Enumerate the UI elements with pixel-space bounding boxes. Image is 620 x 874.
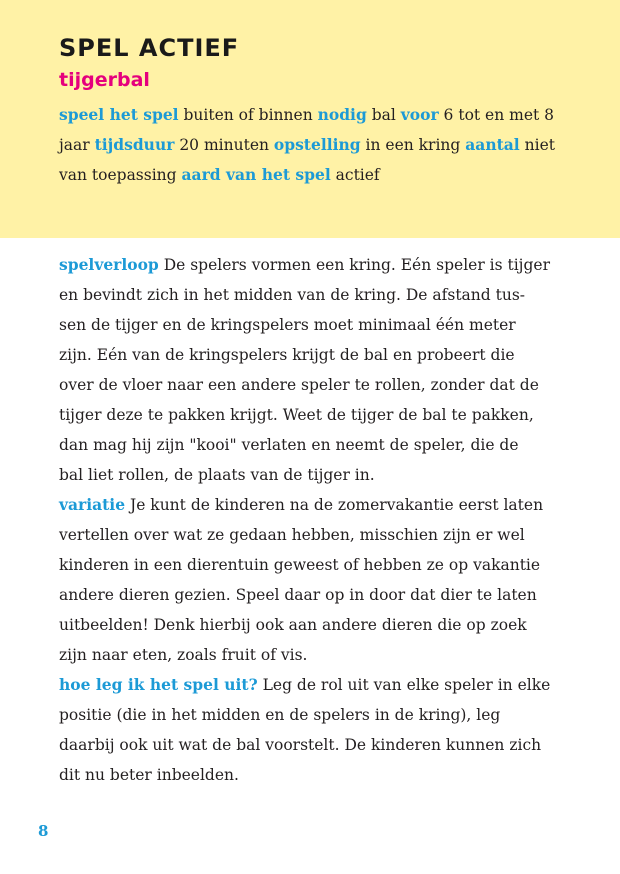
meta-line: [59, 100, 569, 130]
text: buiten of binnen: [178, 106, 318, 124]
body-line: [59, 250, 569, 280]
keyword: aard van het spel: [181, 165, 331, 184]
text: in een kring: [360, 136, 466, 154]
game-meta: [59, 100, 569, 190]
body-line: [59, 490, 569, 520]
body-line: [59, 580, 569, 610]
header-panel: [0, 0, 620, 238]
body-line: [59, 400, 569, 430]
body-line: [59, 610, 569, 640]
text: 20 minuten: [174, 136, 274, 154]
game-description: [59, 250, 569, 790]
meta-line: [59, 160, 569, 190]
text: actief: [330, 166, 380, 184]
text: dan mag hij zijn "kooi" verlaten en neemt de speler, die de: [59, 436, 519, 454]
keyword: opstelling: [273, 135, 361, 154]
text: daarbij ook uit wat de bal voorstelt. De kinderen kunnen zich: [59, 736, 542, 754]
text: dit nu beter inbeelden.: [59, 766, 239, 784]
text: niet: [519, 136, 555, 154]
body-line: [59, 460, 569, 490]
body-line: [59, 340, 569, 370]
keyword: tijdsduur: [94, 135, 175, 154]
body-line: [59, 700, 569, 730]
body-line: [59, 760, 569, 790]
page-number: 8: [38, 822, 49, 840]
keyword: speel het spel: [59, 105, 179, 124]
body-line: [59, 640, 569, 670]
body-line: [59, 520, 569, 550]
keyword: nodig: [317, 105, 367, 124]
text: zijn naar eten, zoals fruit of vis.: [59, 646, 308, 664]
text: Leg de rol uit van elke speler in elke: [257, 676, 551, 694]
keyword: aantal: [465, 135, 520, 154]
text: tijger deze te pakken krijgt. Weet de tijger de bal te pakken,: [59, 406, 534, 424]
text: bal: [366, 106, 401, 124]
text: De spelers vormen een kring. Eén speler is tijger: [158, 256, 550, 274]
body-line: [59, 310, 569, 340]
meta-line: [59, 130, 569, 160]
keyword: voor: [400, 105, 439, 124]
text: over de vloer naar een andere speler te rollen, zonder dat de: [59, 376, 539, 394]
text: positie (die in het midden en de spelers in de kring), leg: [59, 706, 501, 724]
section-keyword: spelverloop: [59, 255, 159, 274]
text: jaar: [59, 136, 95, 154]
body-line: [59, 370, 569, 400]
page-title: SPEL ACTIEF: [59, 34, 240, 62]
text: sen de tijger en de kringspelers moet minimaal één meter: [59, 316, 516, 334]
text: vertellen over wat ze gedaan hebben, misschien zijn er wel: [59, 526, 525, 544]
text: zijn. Eén van de kringspelers krijgt de bal en probeert die: [59, 346, 515, 364]
game-name: tijgerbal: [59, 69, 150, 91]
section-keyword: variatie: [59, 495, 126, 514]
body-line: [59, 670, 569, 700]
text: van toepassing: [59, 166, 182, 184]
text: en bevindt zich in het midden van de kring. De afstand tus-: [59, 286, 526, 304]
body-line: [59, 730, 569, 760]
text: andere dieren gezien. Speel daar op in door dat dier te laten: [59, 586, 537, 604]
text: bal liet rollen, de plaats van de tijger in.: [59, 466, 375, 484]
body-line: [59, 430, 569, 460]
text: 6 tot en met 8: [438, 106, 555, 124]
body-line: [59, 280, 569, 310]
section-keyword: hoe leg ik het spel uit?: [59, 675, 258, 694]
text: uitbeelden! Denk hierbij ook aan andere dieren die op zoek: [59, 616, 527, 634]
body-line: [59, 550, 569, 580]
text: Je kunt de kinderen na de zomervakantie eerst laten: [125, 496, 544, 514]
text: kinderen in een dierentuin geweest of hebben ze op vakantie: [59, 556, 541, 574]
